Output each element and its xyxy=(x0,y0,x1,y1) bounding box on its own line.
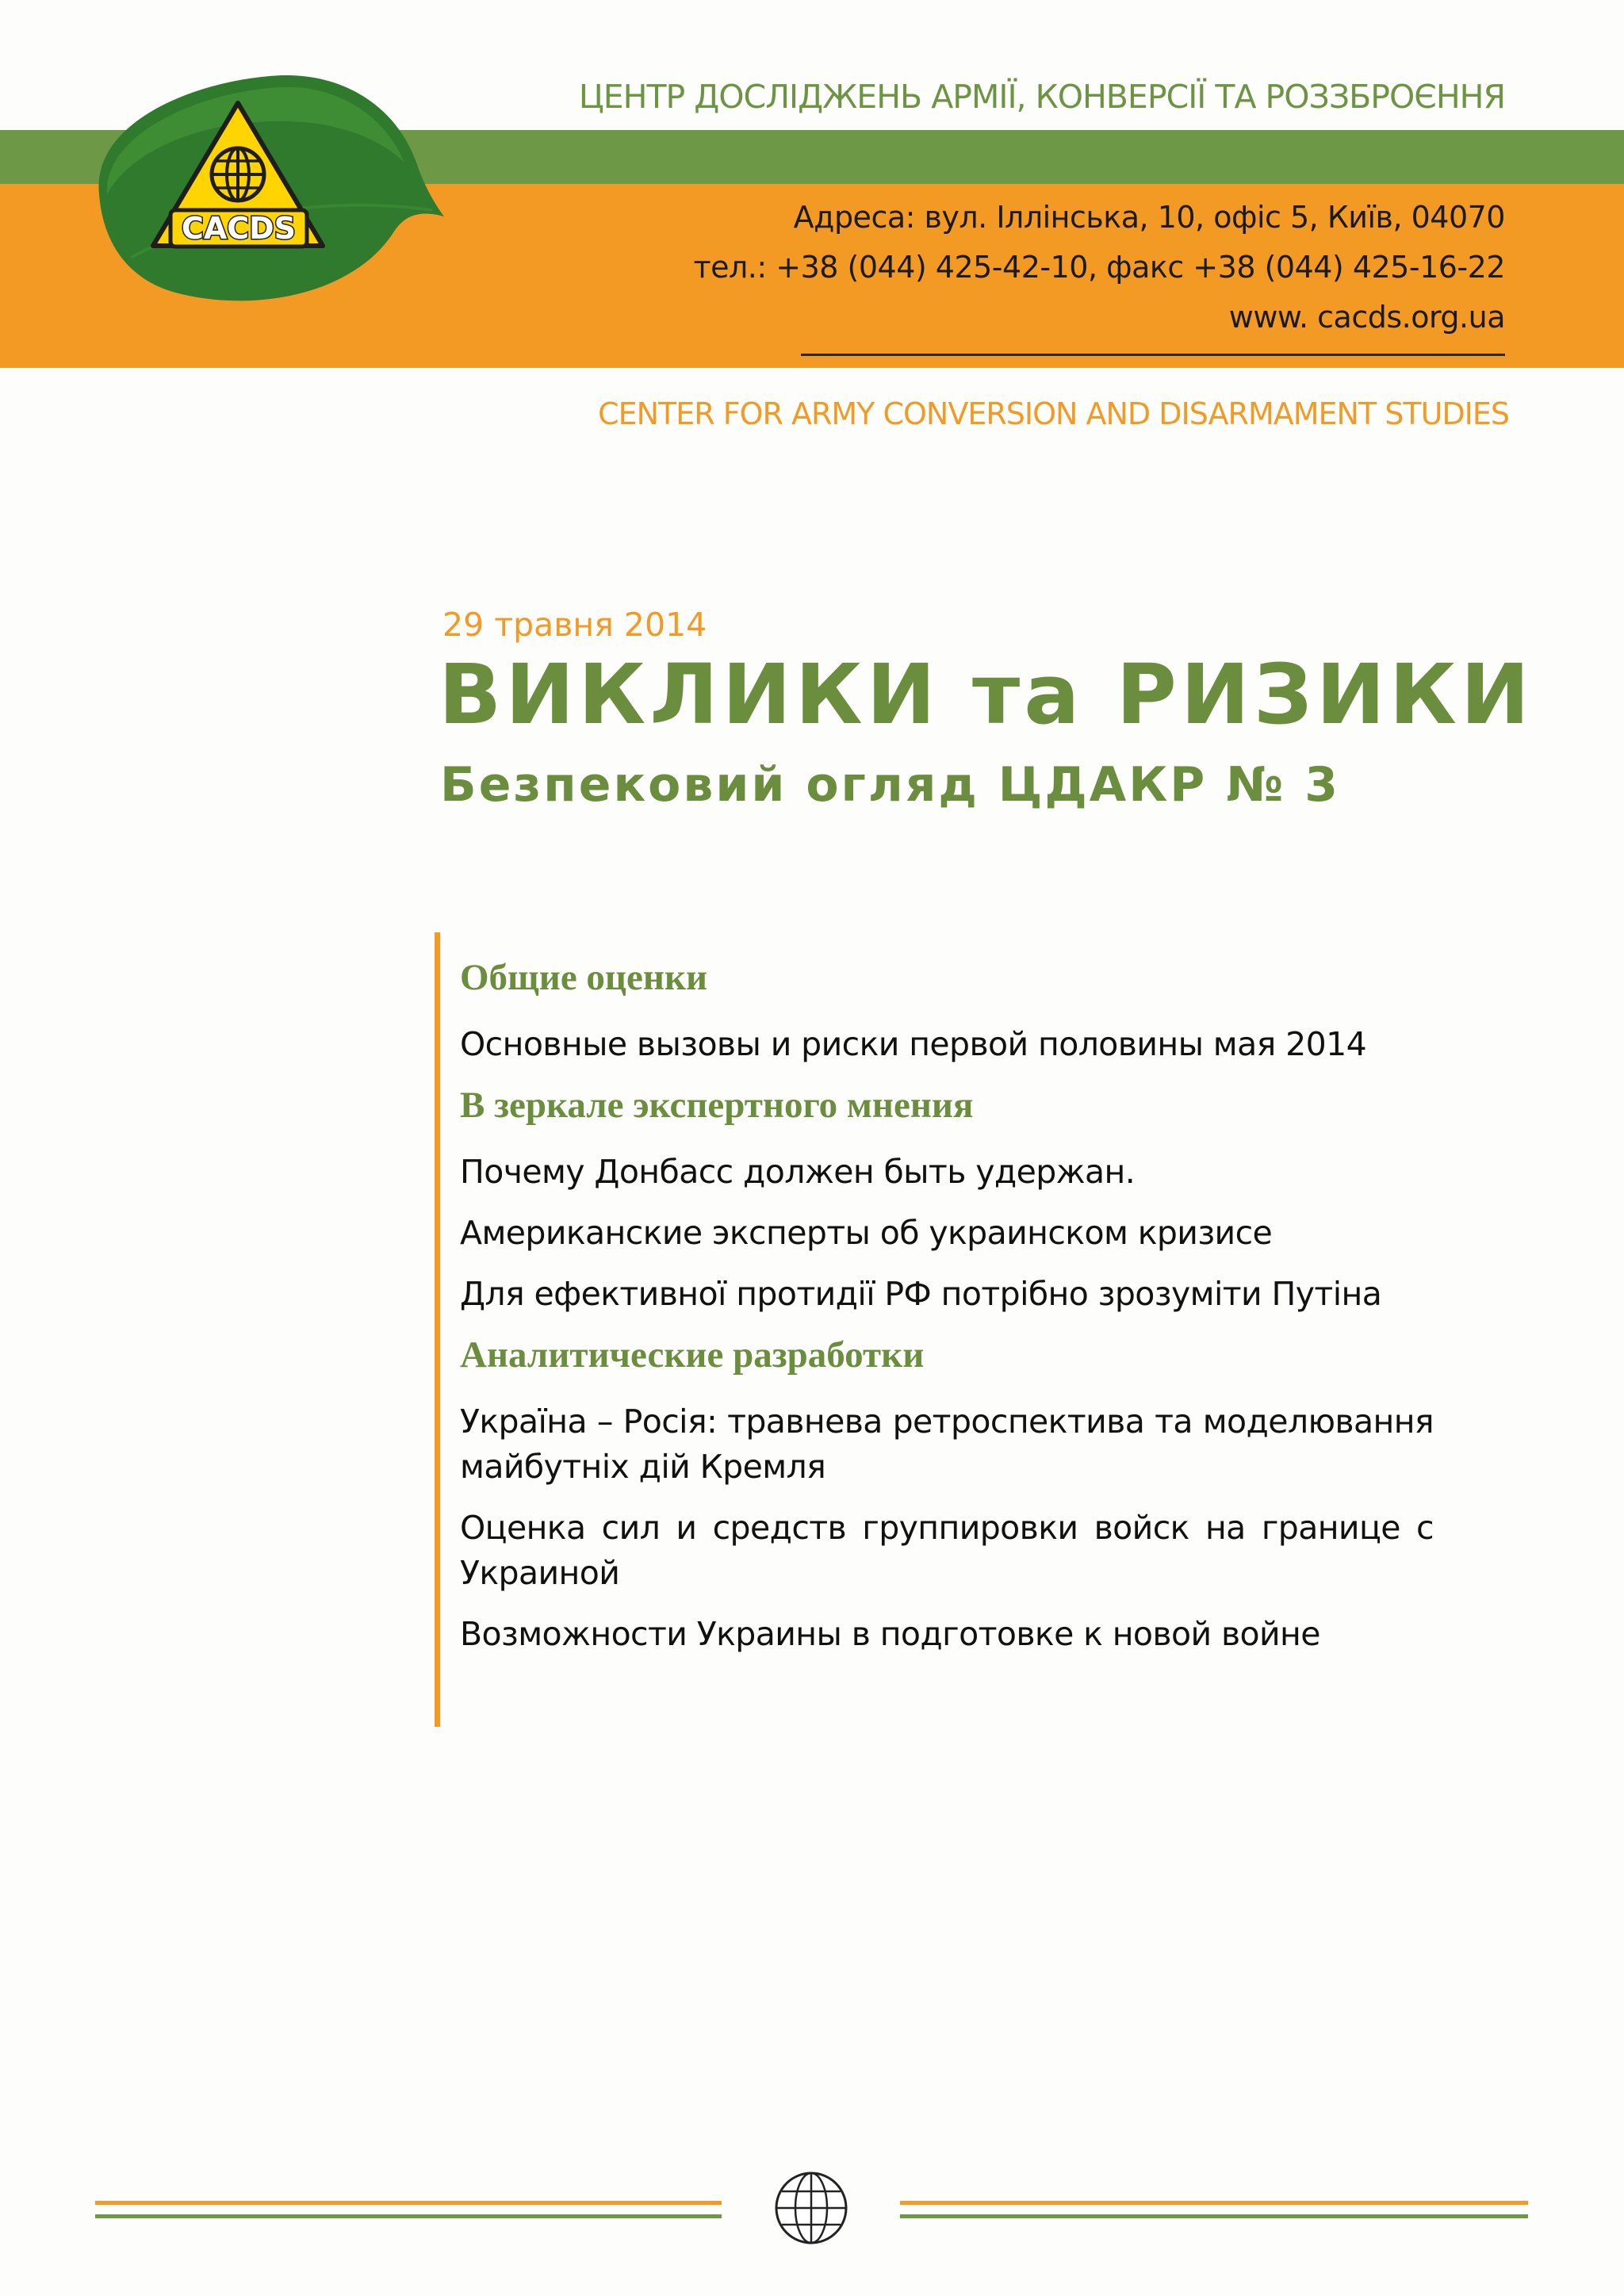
contact-website[interactable]: www. cacds.org.ua xyxy=(1228,300,1505,335)
toc-item[interactable]: Американские эксперты об украинском кризисе xyxy=(460,1214,1273,1252)
toc-section xyxy=(460,1333,1434,1657)
toc-item[interactable]: Для ефективної протидії РФ потрібно зрозуміти Путіна xyxy=(460,1275,1382,1313)
contact-address: Адреса: вул. Іллінська, 10, офіс 5, Київ, 04070 xyxy=(793,200,1505,235)
cacds-logo xyxy=(83,75,448,313)
toc-section-heading: Общие оценки xyxy=(460,957,708,998)
toc-section xyxy=(460,955,1434,1067)
footer-orange-line-left xyxy=(95,2201,722,2205)
toc-accent-bar xyxy=(435,932,440,1727)
toc-section-heading: Аналитические разработки xyxy=(460,1334,925,1376)
globe-icon xyxy=(773,2170,849,2246)
toc-item[interactable]: Основные вызовы и риски первой половины мая 2014 xyxy=(460,1025,1367,1063)
toc-item[interactable]: Возможности Украины в подготовке к новой войне xyxy=(460,1615,1320,1653)
org-name-ua: ЦЕНТР ДОСЛІДЖЕНЬ АРМІЇ, КОНВЕРСІЇ ТА РОЗЗБРОЄННЯ xyxy=(578,78,1505,116)
publication-date: 29 травня 2014 xyxy=(442,606,707,644)
toc-section xyxy=(460,1083,1434,1317)
toc-item[interactable]: Україна – Росія: травнева ретроспектива та моделювання майбутніх дій Кремля xyxy=(460,1402,1434,1486)
footer-green-line-right xyxy=(900,2214,1528,2218)
footer-orange-line-right xyxy=(900,2201,1528,2205)
contact-divider xyxy=(801,354,1505,356)
document-subtitle: Безпековий огляд ЦДАКР № 3 xyxy=(440,757,1340,813)
toc-item[interactable]: Оценка сил и средств группировки войск на границе с Украиной xyxy=(460,1509,1434,1592)
footer-green-line-left xyxy=(95,2214,722,2218)
toc-item[interactable]: Почему Донбасс должен быть удержан. xyxy=(460,1153,1136,1191)
svg-text:CACDS: CACDS xyxy=(181,211,297,246)
contact-phone: тел.: +38 (044) 425-42-10, факс +38 (044) 425-16-22 xyxy=(693,250,1505,285)
table-of-contents xyxy=(460,955,1434,1673)
org-name-en: CENTER FOR ARMY CONVERSION AND DISARMAMENT STUDIES xyxy=(598,396,1509,431)
toc-section-heading: В зеркале экспертного мнения xyxy=(460,1085,974,1126)
document-title: ВИКЛИКИ та РИЗИКИ xyxy=(439,646,1534,743)
